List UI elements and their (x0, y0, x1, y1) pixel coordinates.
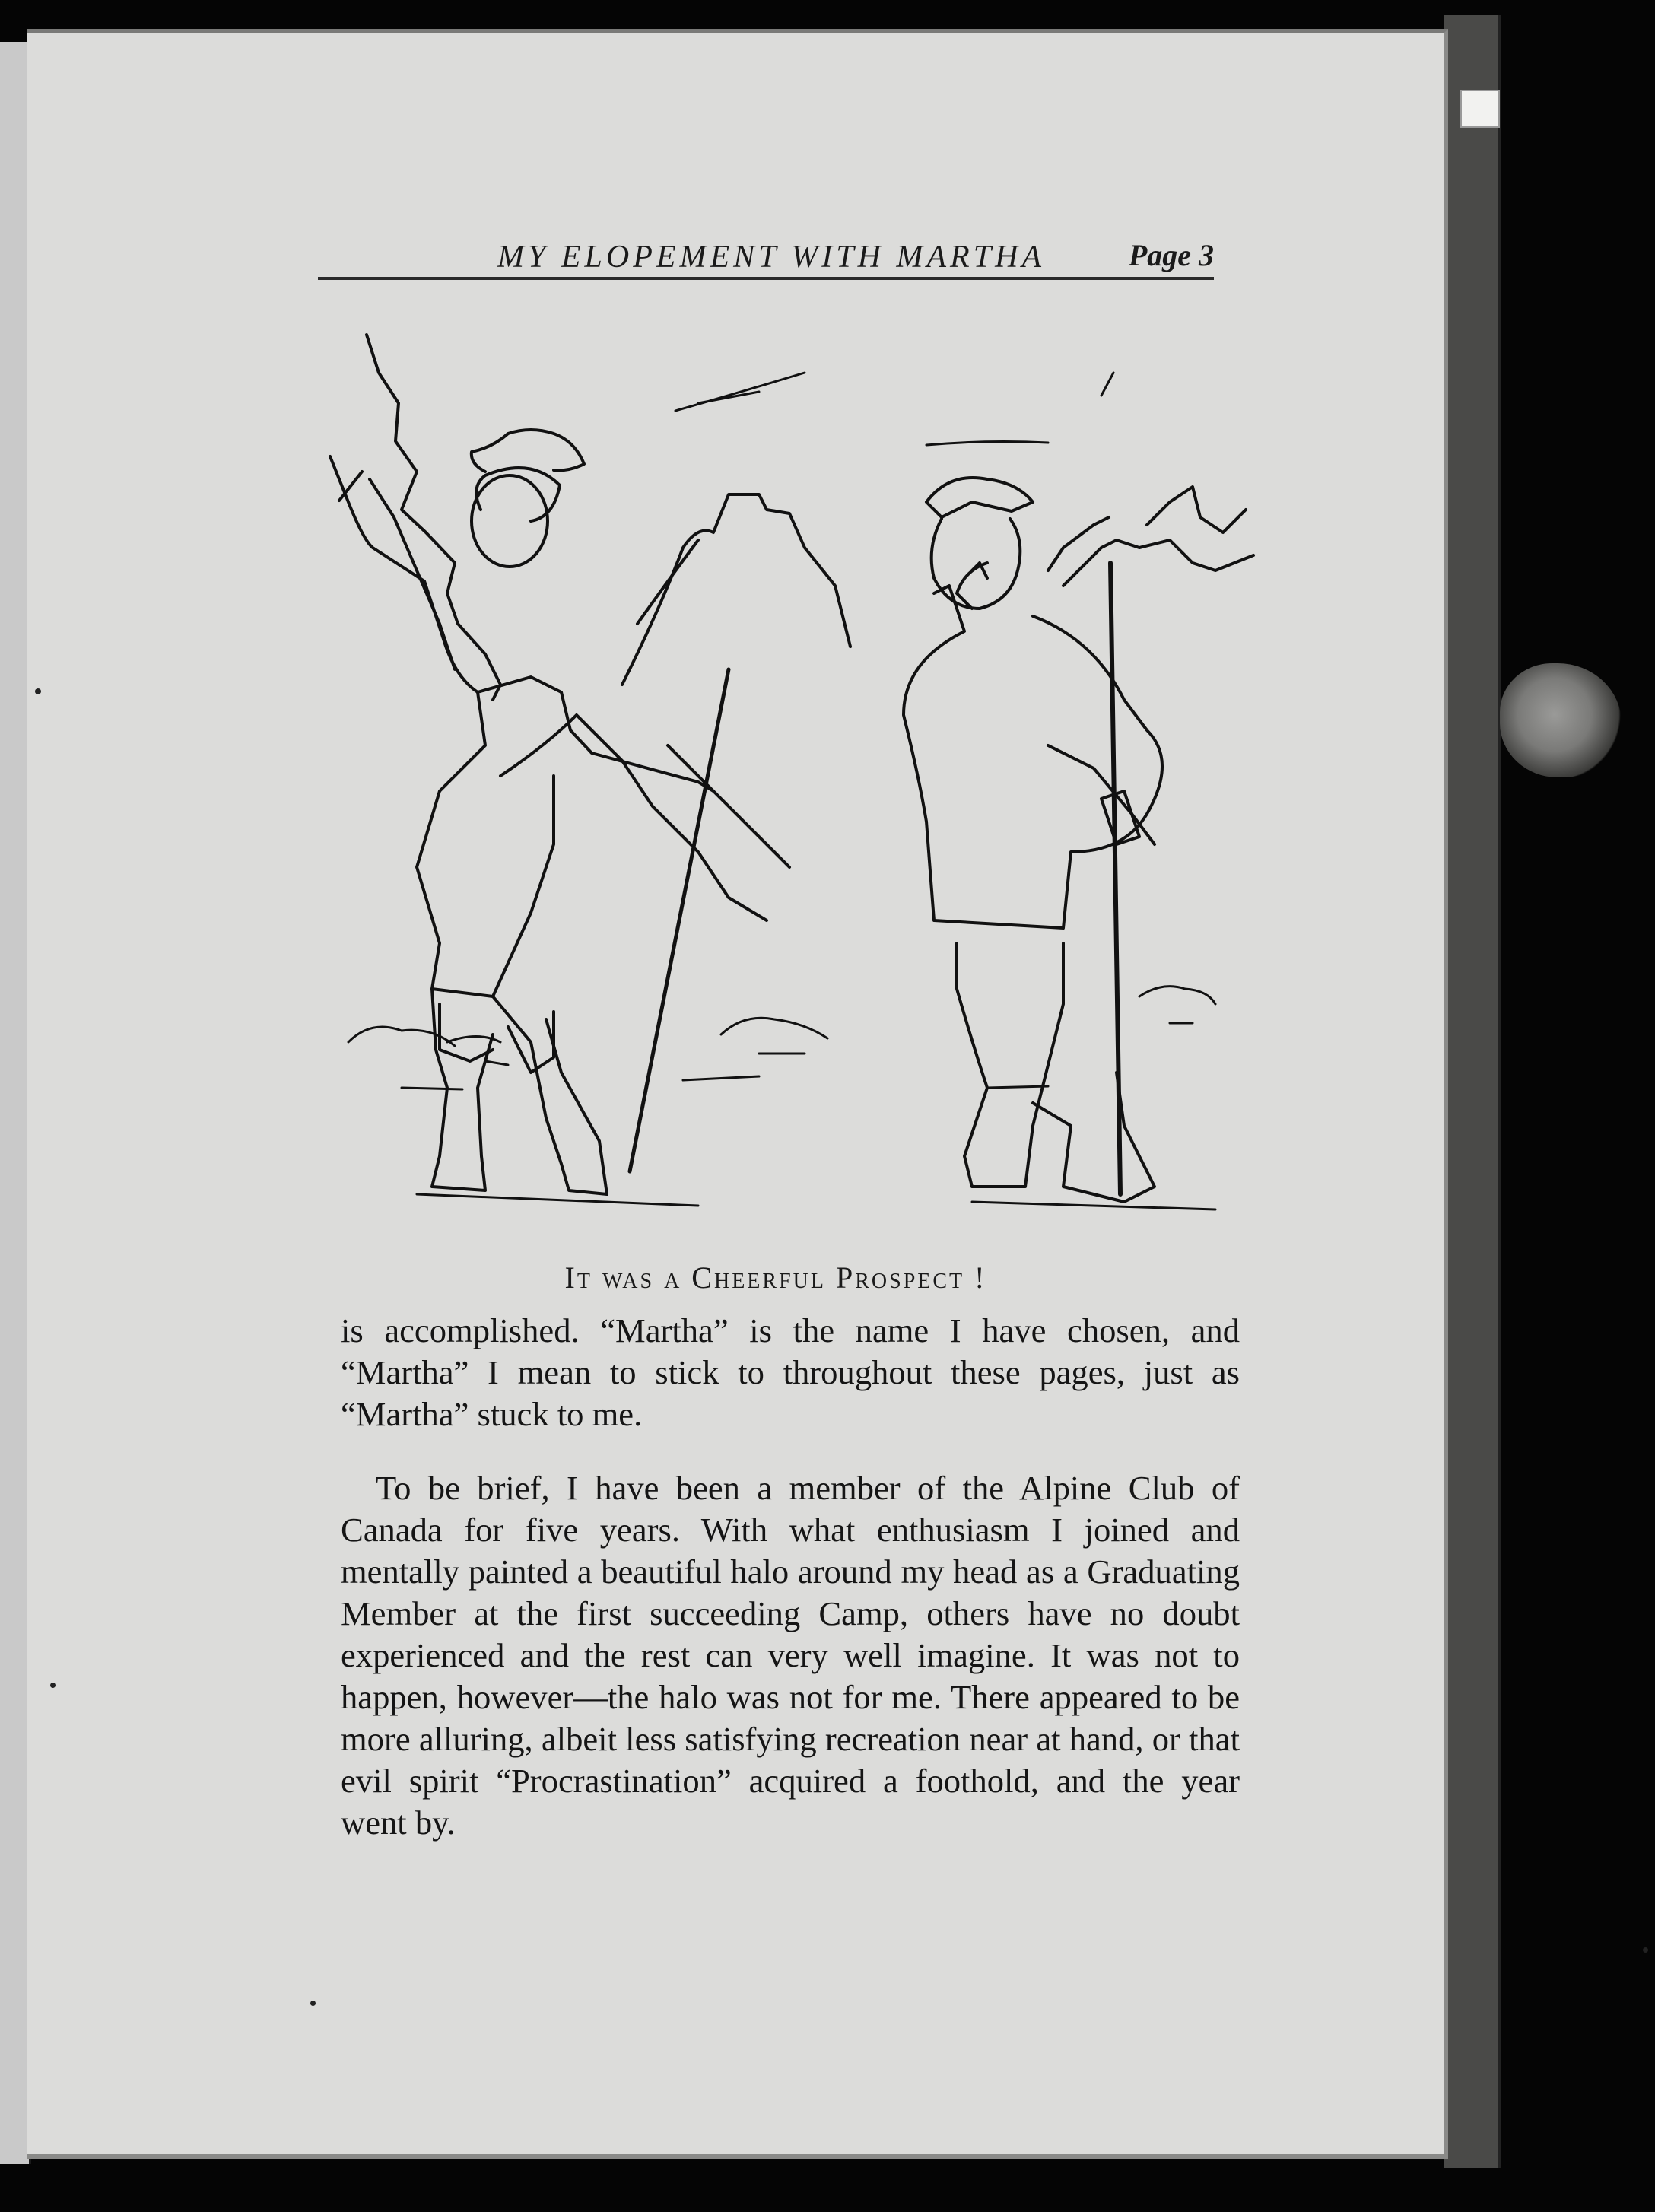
cartoon-illustration (303, 319, 1261, 1232)
paragraph: To be brief, I have been a member of the Alpine Club of Canada for five years. With what enthusiasm I joined and mentally painted a beautiful halo around my head as a Graduating Member at the first succeeding Camp, others have no doubt experienced and the rest can very well imagine. It was not to happen, however—the halo was not for me. There appeared to be more alluring, albeit less satisfying recreation near at hand, or that evil spirit “Procrastination” acquired a foothold, and the year went by. (341, 1469, 1240, 1842)
speck (35, 688, 41, 694)
man-figure (904, 478, 1162, 1202)
speck (50, 1683, 56, 1688)
paper-tag (1460, 90, 1500, 128)
sky-strokes (675, 373, 1113, 445)
illustration-caption: It was a Cheerful Prospect ! (564, 1260, 987, 1295)
running-header (318, 234, 1214, 280)
speck (310, 2001, 316, 2006)
woman-figure (330, 430, 729, 1194)
body-text (341, 1310, 1240, 1844)
paragraph: is accomplished. “Martha” is the name I have chosen, and “Martha” I mean to stick to throughout these pages, just as “Martha” stuck to me. (341, 1311, 1240, 1433)
previous-page-edge (0, 42, 31, 2164)
page-number: Page 3 (1128, 238, 1214, 272)
stain-mark (1500, 663, 1622, 777)
speck (1643, 1947, 1648, 1953)
mountains (367, 335, 1253, 920)
running-title: MY ELOPEMENT WITH MARTHA (497, 240, 1046, 275)
book-cover-edge (1444, 15, 1501, 2168)
